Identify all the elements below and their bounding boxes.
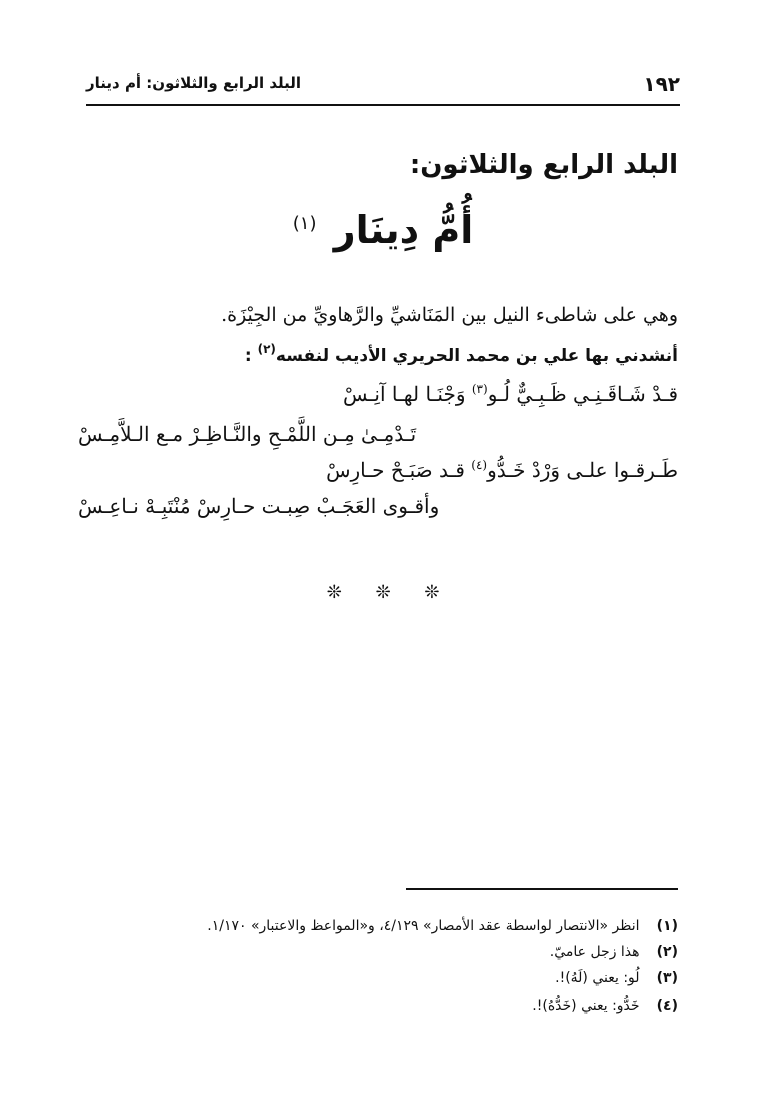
footnote-3-text: لُو: يعني (لَهُ)!.	[555, 970, 640, 986]
footnote-2	[550, 944, 678, 960]
running-head	[86, 72, 680, 102]
verse-1	[343, 382, 678, 406]
footnote-marker-4: (٤)	[471, 458, 488, 472]
footnote-2-text: هذا زجل عاميّ.	[549, 944, 640, 960]
footnote-rule	[406, 888, 678, 890]
footnote-1-number: (١)	[656, 918, 678, 934]
body-line-2-colon: :	[244, 346, 252, 366]
chapter-footnote-marker: (١)	[292, 213, 317, 234]
footnote-4-text: خَدُّو: يعني (خَدُّهُ)!.	[532, 998, 640, 1014]
section-title: البلد الرابع والثلاثون:	[409, 150, 678, 180]
verse-3-part-b: قـد صَبَـحْ حـارِسْ	[326, 458, 465, 482]
verse-1-part-b: وَجْنَـا لهـا آنِـسْ	[343, 382, 466, 406]
verse-2: تَـدْمِـىٰ مِـن اللَّمْـحِ والنَّـاظِـرْ مـع الـلاَّمِـسْ	[78, 422, 417, 446]
chapter-title	[0, 208, 766, 252]
body-line-2-text: أنشدني بها علي بن محمد الحريري الأديب لنفسه	[275, 346, 678, 366]
header-rule	[86, 104, 680, 106]
separator-star-icon: ❊	[424, 582, 440, 603]
verse-4: وأقـوى العَجَـبْ صِبـت حـارِسْ مُنْتَبِـهْ نـاعِـسْ	[78, 494, 440, 518]
footnote-4-number: (٤)	[656, 998, 678, 1014]
footnote-1	[207, 918, 678, 934]
verse-1-part-a: قـدْ شَـاقَـنِـي ظَـبِـيٌّ لُـو	[487, 382, 678, 406]
verse-3	[326, 458, 678, 482]
footnote-marker-3: (٣)	[471, 382, 488, 396]
footnote-4	[532, 998, 678, 1014]
body-line-1: وهي على شاطىء النيل بين المَنَاشيِّ والرَّهاويِّ من الجِيْزَة.	[221, 304, 678, 326]
section-separator	[0, 582, 766, 603]
separator-star-icon: ❊	[375, 582, 391, 603]
body-line-2	[245, 342, 678, 366]
page-number: ١٩٢	[643, 72, 680, 96]
chapter-title-text: أُمُّ دِينَار	[333, 208, 474, 252]
footnote-marker-2: (٢)	[257, 342, 276, 356]
footnote-2-number: (٢)	[656, 944, 678, 960]
footnote-1-text: انظر «الانتصار لواسطة عقد الأمصار» ٤/١٢٩، و«المواعظ والاعتبار» ١/١٧٠.	[207, 918, 640, 934]
footnote-3-number: (٣)	[656, 970, 678, 986]
separator-star-icon: ❊	[326, 582, 342, 603]
footnote-3	[555, 970, 678, 986]
verse-3-part-a: طَـرقـوا علـى وَرْدْ خَـدُّو	[487, 458, 678, 482]
running-title: البلد الرابع والثلاثون: أم دينار	[86, 74, 302, 92]
